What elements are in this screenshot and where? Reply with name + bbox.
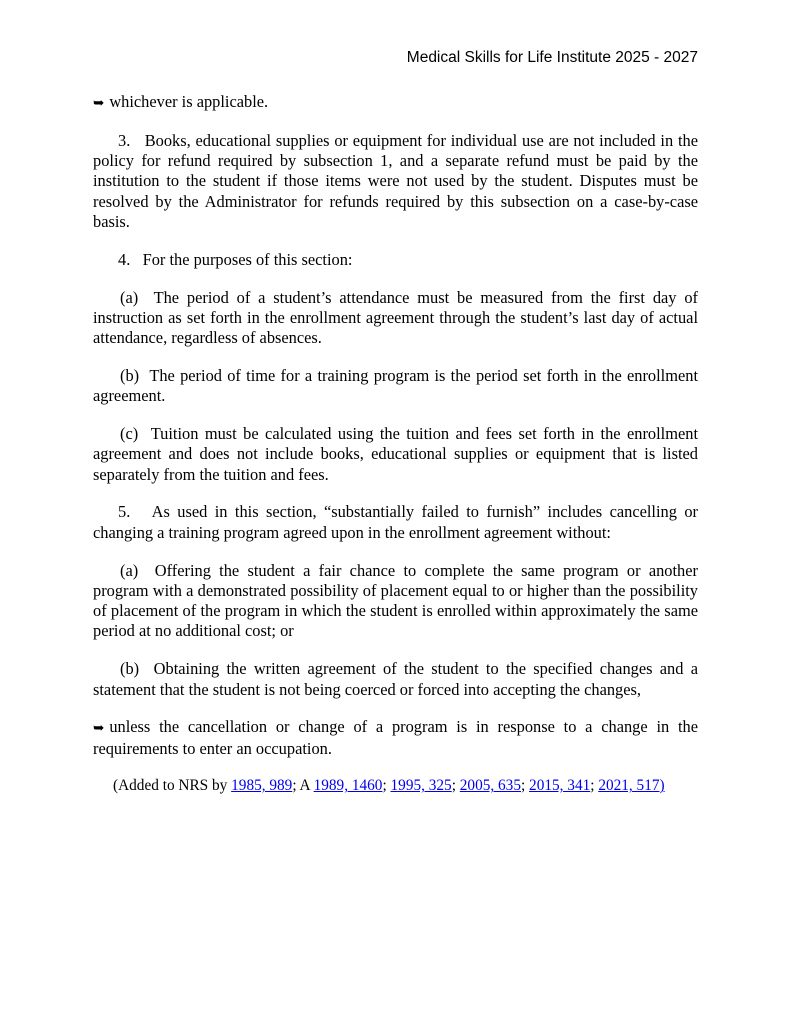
paragraph-4c: (c) Tuition must be calculated using the tuition and fees set forth in the enrollment agreement and does not include books, educational supplies or equipment that is listed separately from the tuition and fees. [93,424,698,484]
paragraph-text: whichever is applicable. [109,92,269,111]
page-header-title: Medical Skills for Life Institute 2025 - 2027 [406,49,698,66]
citation-separator: ; [451,777,460,795]
citation-link-1995-325[interactable]: 1995, 325 [390,777,452,795]
paragraph-subsection-5: 5. As used in this section, “substantially failed to furnish” includes cancelling or changing a training program agreed upon in the enrollment agreement without: [93,502,698,542]
citation-link-1989-1460[interactable]: 1989, 1460 [313,777,383,795]
citation-link-2021-517[interactable]: 2021, 517 [598,777,660,795]
citation-suffix: ) [659,777,665,795]
citation-separator: ; A [292,777,314,795]
paragraph-5a: (a) Offering the student a fair chance to complete the same program or another program with a demonstrated possibility of placement equal to or higher than the possibility of placement of the program in which the student is enrolled within approximately the same period at no additional cost; or [93,560,698,641]
paragraph-text: unless the cancellation or change of a program is in response to a change in the requirements to enter an occupation. [93,717,698,758]
paragraph-5b: (b) Obtaining the written agreement of the student to the specified changes and a statement that the student is not being coerced or forced into accepting the changes, [93,659,698,699]
citation-link-1985-989[interactable]: 1985, 989 [231,777,293,795]
citation-prefix: (Added to NRS by [113,777,232,795]
flush-arrow-icon: ➥ [93,720,105,737]
paragraph-4b: (b) The period of time for a training program is the period set forth in the enrollment agreement. [93,365,698,406]
paragraph-subsection-4: 4. For the purposes of this section: [118,249,353,269]
paragraph-arrow-note [93,92,698,113]
citation-line [93,776,698,796]
paragraph-4a: (a) The period of a student’s attendance must be measured from the first day of instruction as set forth in the enrollment agreement through the student’s last day of actual attendance, regardless of absences. [93,287,698,348]
paragraph-arrow-closing [93,717,698,759]
document-body [93,92,698,797]
citation-separator: ; [520,777,530,795]
flush-arrow-icon: ➥ [93,95,105,111]
paragraph-subsection-3: 3. Books, educational supplies or equipment for individual use are not included in the policy for refund required by subsection 1, and a separate refund must be paid by the institution to the student if those items were not used by the student. Disputes must be resolved by the Administrator for refunds required by this subsection on a case-by-case basis. [93,130,698,231]
citation-link-2005-635[interactable]: 2005, 635 [459,777,521,795]
citation-separator: ; [590,777,599,795]
citation-separator: ; [382,777,391,795]
citation-link-2015-341[interactable]: 2015, 341 [529,777,591,795]
